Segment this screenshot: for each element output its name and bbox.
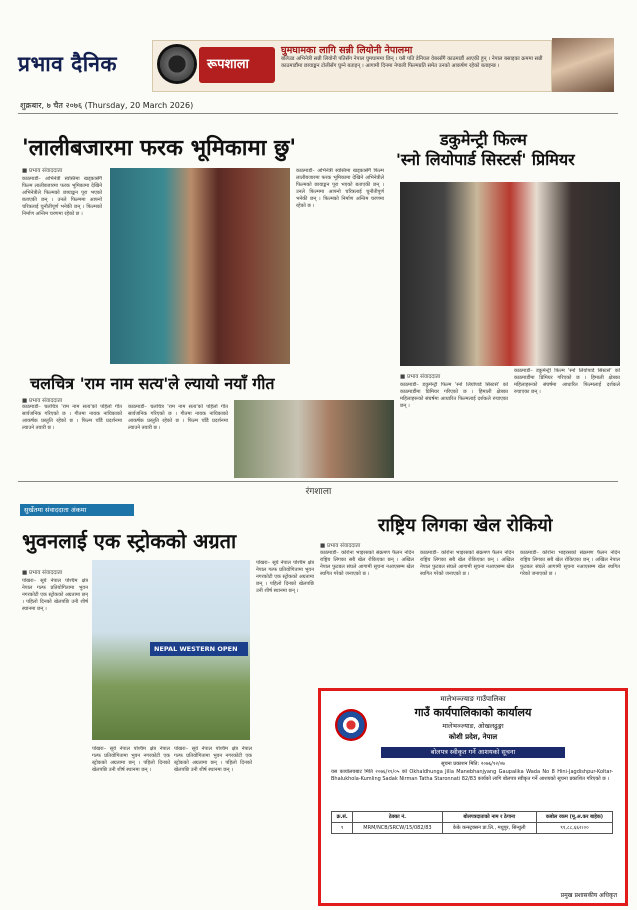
notice-province: कोशी प्रदेश, नेपाल (448, 733, 498, 741)
story5-body: काठमाडौं– कोरोना भाइरसको संक्रमण फैलन नदिन राष्ट्रिय लिगका सबै खेल रोकिएका छन् । अखिल नेपाल फुटबल संघले आगामी सूचना नआएसम्म खेल स्थगित गरेको जनाएको छ । (320, 550, 414, 577)
story4-body: पोखरा– सूर्य नेपाल पश्चिम क्षेत्र नेपाल गल्फ प्रतियोगितामा भुवन नगरकोटी एक स्ट्रोकको अग्रतामा छन् । पहिलो दिनको खेलपछि उनी शीर्ष स्थानमा छन् । (22, 578, 88, 612)
story4-byline: ■ प्रभाव संवाददाता (22, 570, 63, 576)
banner-label: रूपशाला (207, 57, 249, 72)
header-rule (18, 113, 618, 114)
notice-col-bidder: बोलपत्रदाताको नाम र ठेगाना (442, 812, 536, 823)
story3-body: काठमाडौं– चलचित्र 'राम नाम सत्य'को पहिलो गीत सार्वजनिक गरिएको छ । गीतमा नायक नायिकाको आकर्षक प्रस्तुति रहेको छ । फिल्म चाँडै प्रदर्शनमा ल्याउने तयारी छ । (22, 404, 122, 431)
notice-signature: प्रमुख प्रशासकीय अधिकृत (560, 892, 617, 899)
notice-office-title: गाउँ कार्यपालिकाको कार्यालय (414, 706, 532, 719)
notice-office-place: मालेभञ्ज्याङ, ओखलढुङ्गा (442, 722, 504, 730)
notice-body: यस कार्यालयबाट मिति २०७६/११/०५ को Okhaldhunga Jilla Manebhanjyang Gaupalika Wada No 8 Hini-Jagdishpur-Koltar-Bhalukhola-Kumling Sadak Nirman Tatha Staronnati 82/83 कार्यको लागि बोलपत्र स्वीकृत गर्ने आशयको सूचना प्रकाशित गरिएको छ । (331, 769, 613, 782)
newspaper-logo: प्रभाव दैनिक (18, 51, 118, 76)
story1-body-continued: काठमाडौं– अभिनेत्री स्वस्तिमा खड्कासँगै फिल्म लालीबजारमा फरक भूमिकामा देखिने अभिनेत्रीले फिल्मको छायाङ्कन पूरा भएको बताएकी छन् । उनले फिल्ममा आफ्नो चरित्रलाई चुनौतीपूर्ण भनेकी छन् । फिल्मको निर्माण अन्तिम चरणमा रहेको छ । (296, 168, 384, 209)
notice-cell-sn: १ (332, 823, 353, 834)
notice-cell-amount: ९१,८८,६६२।०० (536, 823, 612, 834)
banner-text: बलिउड अभिनेत्री सन्नी लियोनी पतिसँग नेपाल घुमघाममा छिन् । यसै पति डेनियल वेबरसँगै काठमाडौं आएकी हुन् । नेपाल बसाइका क्रममा सन्नी काठमाडौंमा छायाङ्कन टोलीसँग घुम्ने बताइन् । आगामी दिनमा नेपाली फिल्मप्रति समेत उनको आकर्षण रहेको बताइन्छ । (281, 56, 543, 70)
story2-body-continued: काठमाडौं– डकुमेन्ट्री फिल्म 'स्नो लियोपार्ड सिस्टर्स' को काठमाडौंमा प्रिमियर गरिएको छ । हिमाली क्षेत्रका महिलाहरूको संघर्षमा आधारित फिल्मलाई दर्शकले रुचाएका छन् । (514, 368, 620, 395)
story2-body: काठमाडौं– डकुमेन्ट्री फिल्म 'स्नो लियोपार्ड सिस्टर्स' को काठमाडौंमा प्रिमियर गरिएको छ । हिमाली क्षेत्रका महिलाहरूको संघर्षमा आधारित फिल्मलाई दर्शकले रुचाएका छन् । (400, 382, 508, 409)
story5-body-col3: काठमाडौं– कोरोना भाइरसको संक्रमण फैलन नदिन राष्ट्रिय लिगका सबै खेल रोकिएका छन् । अखिल नेपाल फुटबल संघले आगामी सूचना नआएसम्म खेल स्थगित गरेको जनाएको छ । (520, 550, 620, 577)
film-reel-icon (157, 44, 197, 84)
actress-photo (552, 38, 614, 92)
banner-headline: घुमघामका लागि सन्नी लियोनी नेपालमा (281, 45, 413, 56)
story5-headline: राष्ट्रिय लिगका खेल रोकियो (378, 515, 553, 536)
story4-body-col3: पोखरा– सूर्य नेपाल पश्चिम क्षेत्र नेपाल गल्फ प्रतियोगितामा भुवन नगरकोटी एक स्ट्रोकको अग्रतामा छन् । पहिलो दिनको खेलपछि उनी शीर्ष स्थानमा छन् । (174, 746, 252, 773)
story3-headline: चलचित्र 'राम नाम सत्य'ले ल्यायो नयाँ गीत (30, 374, 275, 393)
story4-body-continued: पोखरा– सूर्य नेपाल पश्चिम क्षेत्र नेपाल गल्फ प्रतियोगितामा भुवन नगरकोटी एक स्ट्रोकको अग्रतामा छन् । पहिलो दिनको खेलपछि उनी शीर्ष स्थानमा छन् । (92, 746, 170, 773)
story2-headline-line1: डकुमेन्ट्री फिल्म (440, 130, 527, 149)
tournament-banner-text: NEPAL WESTERN OPEN (154, 645, 238, 653)
story3-body-continued: काठमाडौं– चलचित्र 'राम नाम सत्य'को पहिलो गीत सार्वजनिक गरिएको छ । गीतमा नायक नायिकाको आकर्षक प्रस्तुति रहेको छ । फिल्म चाँडै प्रदर्शनमा ल्याउने तयारी छ । (128, 404, 228, 431)
story1-byline: ■ प्रभाव संवाददाता (22, 168, 63, 174)
tender-notice (318, 688, 628, 906)
notice-office-top: मालेभञ्ज्याङ गाउँपालिका (440, 695, 506, 703)
story2-byline: ■ प्रभाव संवाददाता (400, 374, 441, 380)
story4-body-col4: पोखरा– सूर्य नेपाल पश्चिम क्षेत्र नेपाल गल्फ प्रतियोगितामा भुवन नगरकोटी एक स्ट्रोकको अग्रतामा छन् । पहिलो दिनको खेलपछि उनी शीर्ष स्थानमा छन् । (256, 560, 314, 594)
section-label: रंगशाला (305, 487, 332, 497)
masthead (0, 0, 637, 110)
notice-col-contract: ठेक्का नं. (353, 812, 442, 823)
story5-body-continued: काठमाडौं– कोरोना भाइरसको संक्रमण फैलन नदिन राष्ट्रिय लिगका सबै खेल रोकिएका छन् । अखिल नेपाल फुटबल संघले आगामी सूचना नआएसम्म खेल स्थगित गरेको जनाएको छ । (420, 550, 514, 577)
dateline: शुक्रबार, ७ चैत २०७६ (Thursday, 20 March 2026) (20, 101, 194, 110)
story3-byline: ■ प्रभाव संवाददाता (22, 398, 63, 404)
notice-col-sn: क्र.सं. (332, 812, 353, 823)
premiere-photo (400, 182, 620, 366)
notice-table-header (332, 812, 613, 823)
roopshala-banner (152, 40, 552, 92)
story5-byline: ■ प्रभाव संवाददाता (320, 543, 361, 549)
sports-tag: सुर्खेतमा संवाददाता अंकमा (20, 504, 134, 516)
table-row (332, 823, 613, 834)
notice-table (331, 811, 613, 834)
story1-headline: 'लालीबजारमा फरक भूमिकामा छु' (22, 135, 297, 161)
notice-title-bar: बोलपत्र स्वीकृत गर्ने आशयको सूचना (381, 747, 565, 758)
story2-headline-line2: 'स्नो लियोपार्ड सिस्टर्स' प्रिमियर (396, 150, 575, 169)
notice-cell-bidder: केके कन्स्ट्रक्सन प्रा.लि., मधुपुर, सिन्धुली (442, 823, 536, 834)
story1-body: काठमाडौं– अभिनेत्री स्वस्तिमा खड्कासँगै फिल्म लालीबजारमा फरक भूमिकामा देखिने अभिनेत्रीले फिल्मको छायाङ्कन पूरा भएको बताएकी छन् । उनले फिल्ममा आफ्नो चरित्रलाई चुनौतीपूर्ण भनेकी छन् । फिल्मको निर्माण अन्तिम चरणमा रहेको छ । (22, 176, 102, 217)
story1-photo (110, 168, 290, 364)
notice-cell-contract: MRM/NCB/SRCW/15/082/83 (353, 823, 442, 834)
section-rule (18, 481, 618, 482)
notice-ref: सूचना प्रकाशन मिति: २०७६/१२/०७ (441, 761, 505, 767)
story4-headline: भुवनलाई एक स्ट्रोकको अग्रता (22, 529, 237, 553)
notice-col-amount: कबोल रकम (मू.अ.कर बाहेक) (536, 812, 612, 823)
story3-photo (234, 400, 394, 478)
